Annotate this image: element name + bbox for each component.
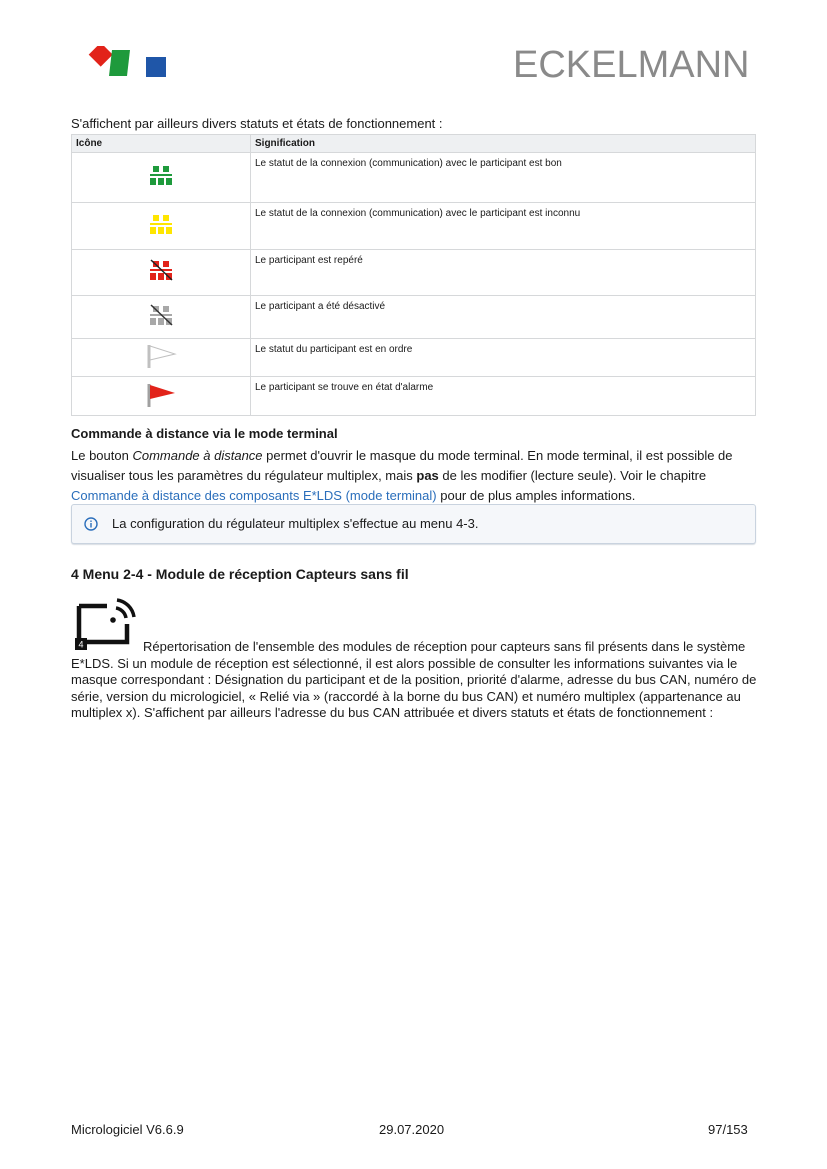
intro-text: S'affichent par ailleurs divers statuts et états de fonctionnement : — [71, 116, 443, 131]
network-red-crossed-icon — [148, 258, 174, 284]
text-span: Le bouton — [71, 448, 133, 463]
remote-command-paragraph — [71, 446, 761, 506]
emphasis-not: pas — [416, 468, 439, 483]
network-yellow-icon — [149, 213, 173, 237]
network-grey-crossed-icon — [148, 303, 174, 329]
info-text: La configuration du régulateur multiplex s'effectue au menu 4-3. — [112, 516, 479, 531]
eckelmann-logo-icon — [75, 46, 167, 80]
table-cell-meaning: Le statut de la connexion (communication) avec le participant est bon — [251, 153, 756, 203]
text-span: permet d'ouvrir le masque du mode terminal. En mode terminal, il est possible de visualiser tous les paramètres du régulateur multiplex, mais — [71, 448, 733, 483]
icon-number: 4 — [78, 639, 84, 650]
menu-description — [71, 639, 761, 722]
table-cell-meaning: Le statut de la connexion (communication) avec le participant est inconnu — [251, 203, 756, 250]
text-span: pour de plus amples informations. — [436, 488, 636, 503]
brand-name: ECKELMANN — [513, 44, 750, 86]
table-row — [72, 296, 756, 339]
table-header-row — [72, 135, 756, 153]
info-box — [71, 504, 756, 544]
table-cell-meaning: Le participant a été désactivé — [251, 296, 756, 339]
table-row — [72, 153, 756, 203]
table-cell-meaning: Le participant se trouve en état d'alarme — [251, 377, 756, 416]
footer-page-number: 97/153 — [708, 1122, 748, 1137]
section-title: Commande à distance via le mode terminal — [71, 426, 338, 441]
footer-firmware: Micrologiciel V6.6.9 — [71, 1122, 184, 1137]
remote-command-term: Commande à distance — [132, 448, 263, 463]
menu-heading: 4 Menu 2-4 - Module de réception Capteurs sans fil — [71, 566, 409, 582]
terminal-mode-chapter-link[interactable]: Commande à distance des composants E*LDS (mode terminal) — [71, 488, 437, 503]
col-icon-header: Icône — [72, 135, 251, 153]
flag-white-icon — [145, 343, 177, 369]
status-table — [71, 134, 756, 416]
flag-red-icon — [145, 382, 177, 408]
table-row — [72, 377, 756, 416]
table-row — [72, 339, 756, 377]
table-row — [72, 203, 756, 250]
table-cell-meaning: Le participant est repéré — [251, 250, 756, 296]
network-green-icon — [149, 164, 173, 188]
footer-date: 29.07.2020 — [379, 1122, 445, 1137]
table-row — [72, 250, 756, 296]
table-cell-meaning: Le statut du participant est en ordre — [251, 339, 756, 377]
info-icon — [84, 517, 98, 531]
menu-description-text: Répertorisation de l'ensemble des modules de réception pour capteurs sans fil présents dans le système E*LDS. Si un module de réception est sélectionné, il est alors possible de consulter les informations suivantes via le masque correspondant : Désignation du participant et de la position, priorité d'alarme, adresse du bus CAN, numéro de série, version du micrologiciel, « Relié via » (raccordé à la borne du bus CAN) et numéro multiplex (appartenance au multiplex x). S'affichent par ailleurs l'adresse du bus CAN attribuée et divers statuts et états de fonctionnement : — [71, 639, 757, 720]
text-span: de les modifier (lecture seule). Voir le chapitre — [438, 468, 707, 483]
col-meaning-header: Signification — [251, 135, 756, 153]
